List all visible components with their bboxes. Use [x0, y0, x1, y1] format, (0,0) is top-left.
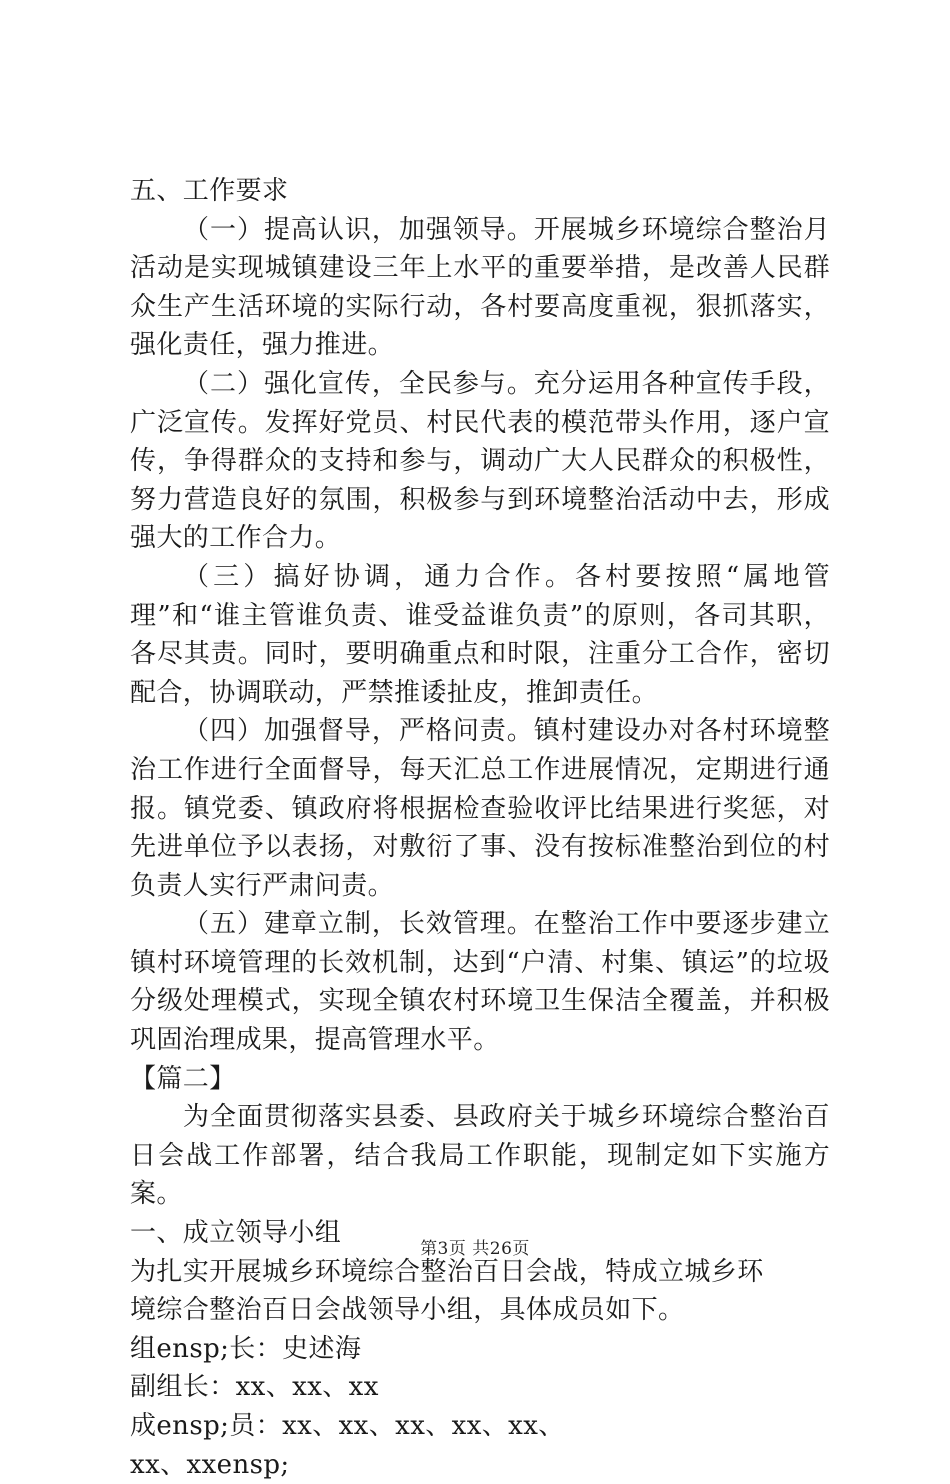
section-heading: 五、工作要求	[130, 176, 289, 206]
members-line: 成ensp;员：xx、xx、xx、xx、xx、	[130, 1411, 565, 1441]
members-continued-line: xx、xxensp;	[130, 1449, 290, 1480]
deputy-line: 副组长：xx、xx、xx	[130, 1372, 379, 1403]
group-line-2: 境综合整治百日会战领导小组，具体成员如下。	[130, 1295, 685, 1326]
group-line-1: 为扎实开展城乡环境综合整治百日会战，特成立城乡环	[130, 1256, 764, 1287]
paragraph-5: （五）建章立制，长效管理。在整治工作中要逐步建立镇村环境管理的长效机制，达到“户清、村集、镇运”的垃圾分级处理模式，实现全镇农村环境卫生保洁全覆盖，并积极巩固治理成果，提高管理水平。	[130, 909, 830, 1056]
leader-line: 组ensp;长：史述海	[130, 1333, 362, 1364]
paragraph-1: （一）提高认识，加强领导。开展城乡环境综合整治月活动是实现城镇建设三年上水平的重要举措，是改善人民群众生产生活环境的实际行动，各村要高度重视，狠抓落实，强化责任，强力推进。	[130, 214, 830, 361]
paragraph-3: （三）搞好协调，通力合作。各村要按照“属地管理”和“谁主管谁负责、谁受益谁负责”的原则，各司其职，各尽其责。同时，要明确重点和时限，注重分工合作，密切配合，协调联动，严禁推诿扯皮，推卸责任。	[130, 561, 830, 708]
document-body	[130, 172, 830, 1484]
part-title: 【篇二】	[130, 1063, 236, 1094]
paragraph-4: （四）加强督导，严格问责。镇村建设办对各村环境整治工作进行全面督导，每天汇总工作进展情况，定期进行通报。镇党委、镇政府将根据检查验收评比结果进行奖惩，对先进单位予以表扬，对敷衍了事、没有按标准整治到位的村负责人实行严肃问责。	[130, 716, 830, 901]
intro-paragraph: 为全面贯彻落实县委、县政府关于城乡环境综合整治百日会战工作部署，结合我局工作职能，现制定如下实施方案。	[130, 1102, 830, 1210]
paragraph-2: （二）强化宣传，全民参与。充分运用各种宣传手段，广泛宣传。发挥好党员、村民代表的模范带头作用，逐户宣传，争得群众的支持和参与，调动广大人民群众的积极性，努力营造良好的氛围，积极参与到环境整治活动中去，形成强大的工作合力。	[130, 368, 830, 554]
page-footer: 第3页 共26页	[420, 1239, 530, 1259]
sub-heading: 一、成立领导小组	[130, 1218, 342, 1249]
